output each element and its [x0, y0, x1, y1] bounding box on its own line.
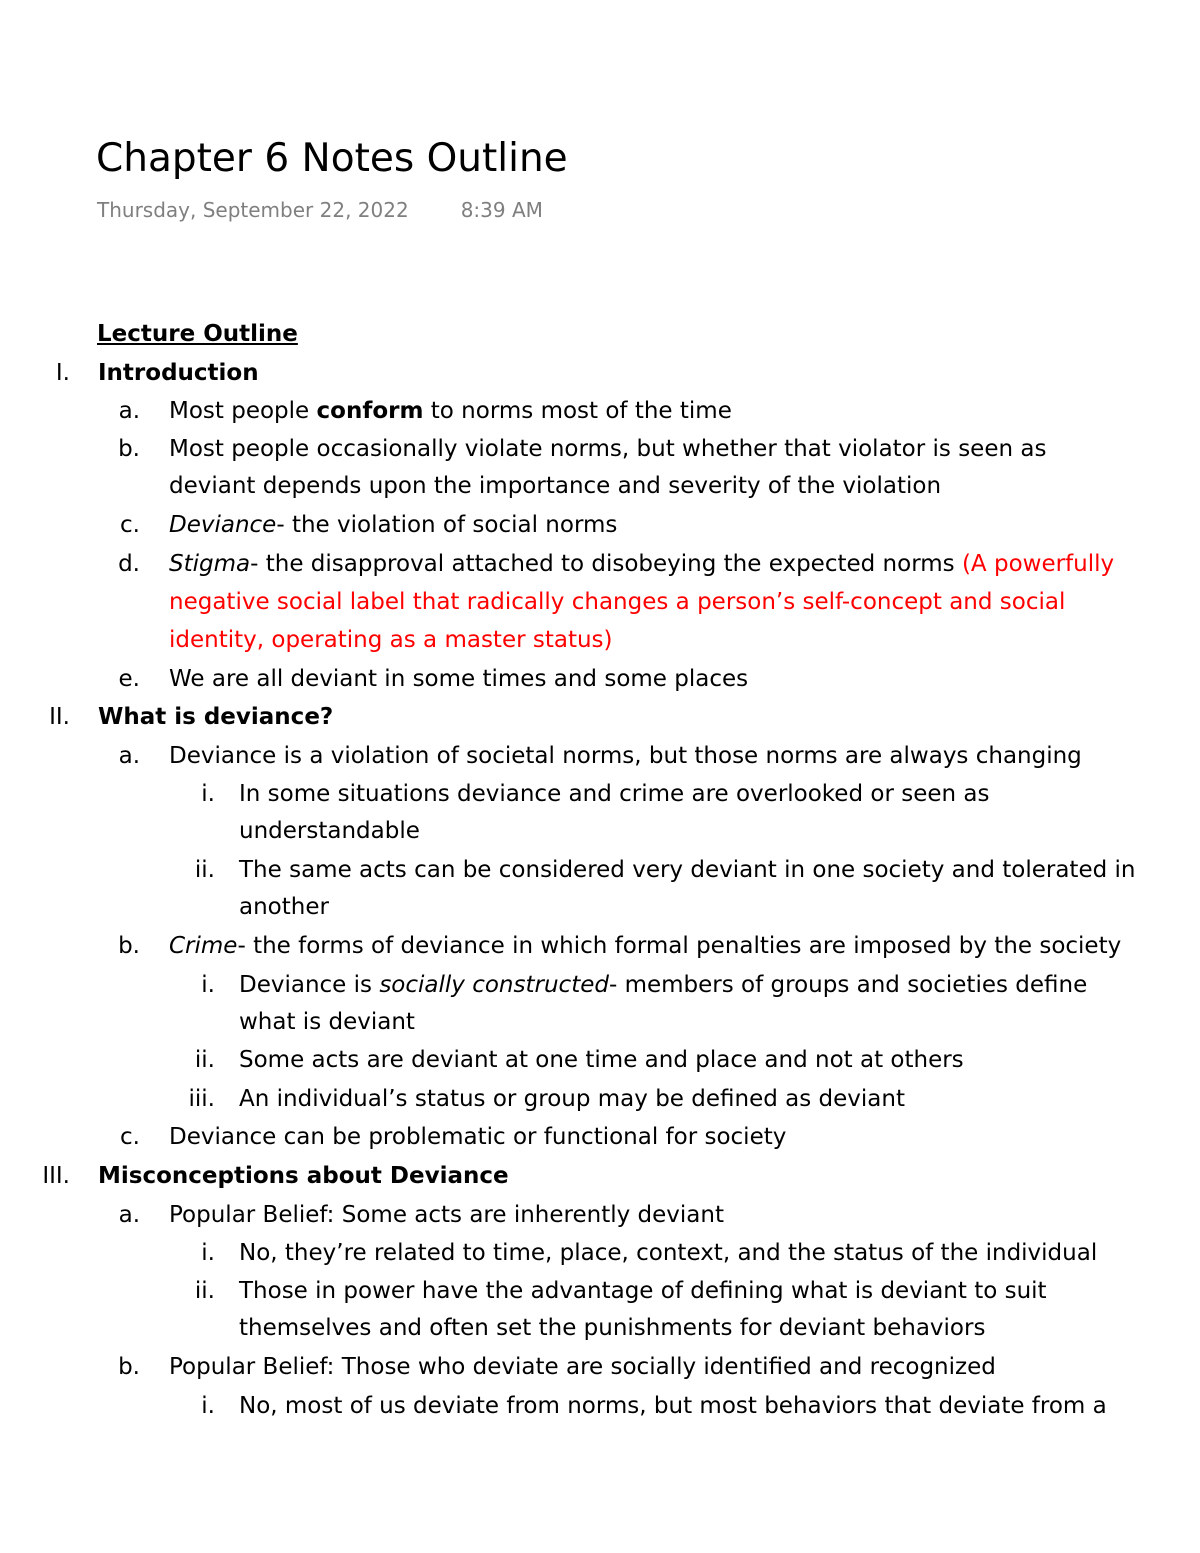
- annotation-red: negative social label that radically changes a person’s self-concept and social: [169, 589, 1066, 615]
- note-date: Thursday, September 22, 2022: [97, 198, 409, 222]
- note-time: 8:39 AM: [460, 198, 543, 222]
- annotation-red: identity, operating as a master status): [169, 627, 613, 653]
- annotation-red: (A powerfully: [961, 551, 1115, 577]
- note-timestamp: [97, 198, 543, 222]
- page-title: Chapter 6 Notes Outline: [96, 136, 568, 181]
- document-page: Chapter 6 Notes Outline Thursday, September 22, 2022 8:39 AM Lecture Outline I. Introduction a. Most people conform to norms most of the time b. Most people occasionally violate norms, but whether that violator is seen as deviant depends upon the importance and severity of the violation c. Deviance- the violation of social norms d. Stigma- the disapproval attached to disobeying the expected norms (A powerfully negative social label that radically changes a person’s self-concept and social identity, operating as a master status) e. We are all deviant in some times and some places II. What is deviance? a. Deviance is a violation of societal norms, but those norms are always changing i. In some situations deviance and crime are overlooked or seen as understandable ii. The same acts can be considered very deviant in one society and tolerated in another b. Crime- the forms of deviance in which formal penalties are imposed by the society i. Deviance is socially constructed- members of groups and societies define what is deviant ii. Some acts are deviant at one time and place and not at others iii. An individual’s status or group may be defined as deviant c. Deviance can be problematic or functional for society III. Misconceptions about Deviance a. Popular Belief: Some acts are inherently deviant i. No, they’re related to time, place, context, and the status of the individual ii. Those in power have the advantage of defining what is deviant to suit themselves and often set the punishments for deviant behaviors b. Popular Belief: Those who deviate are socially identified and recognized i. No, most of us deviate from norms, but most behaviors that deviate from a: [0, 0, 1200, 1553]
- lecture-outline-heading: Lecture Outline: [97, 321, 298, 347]
